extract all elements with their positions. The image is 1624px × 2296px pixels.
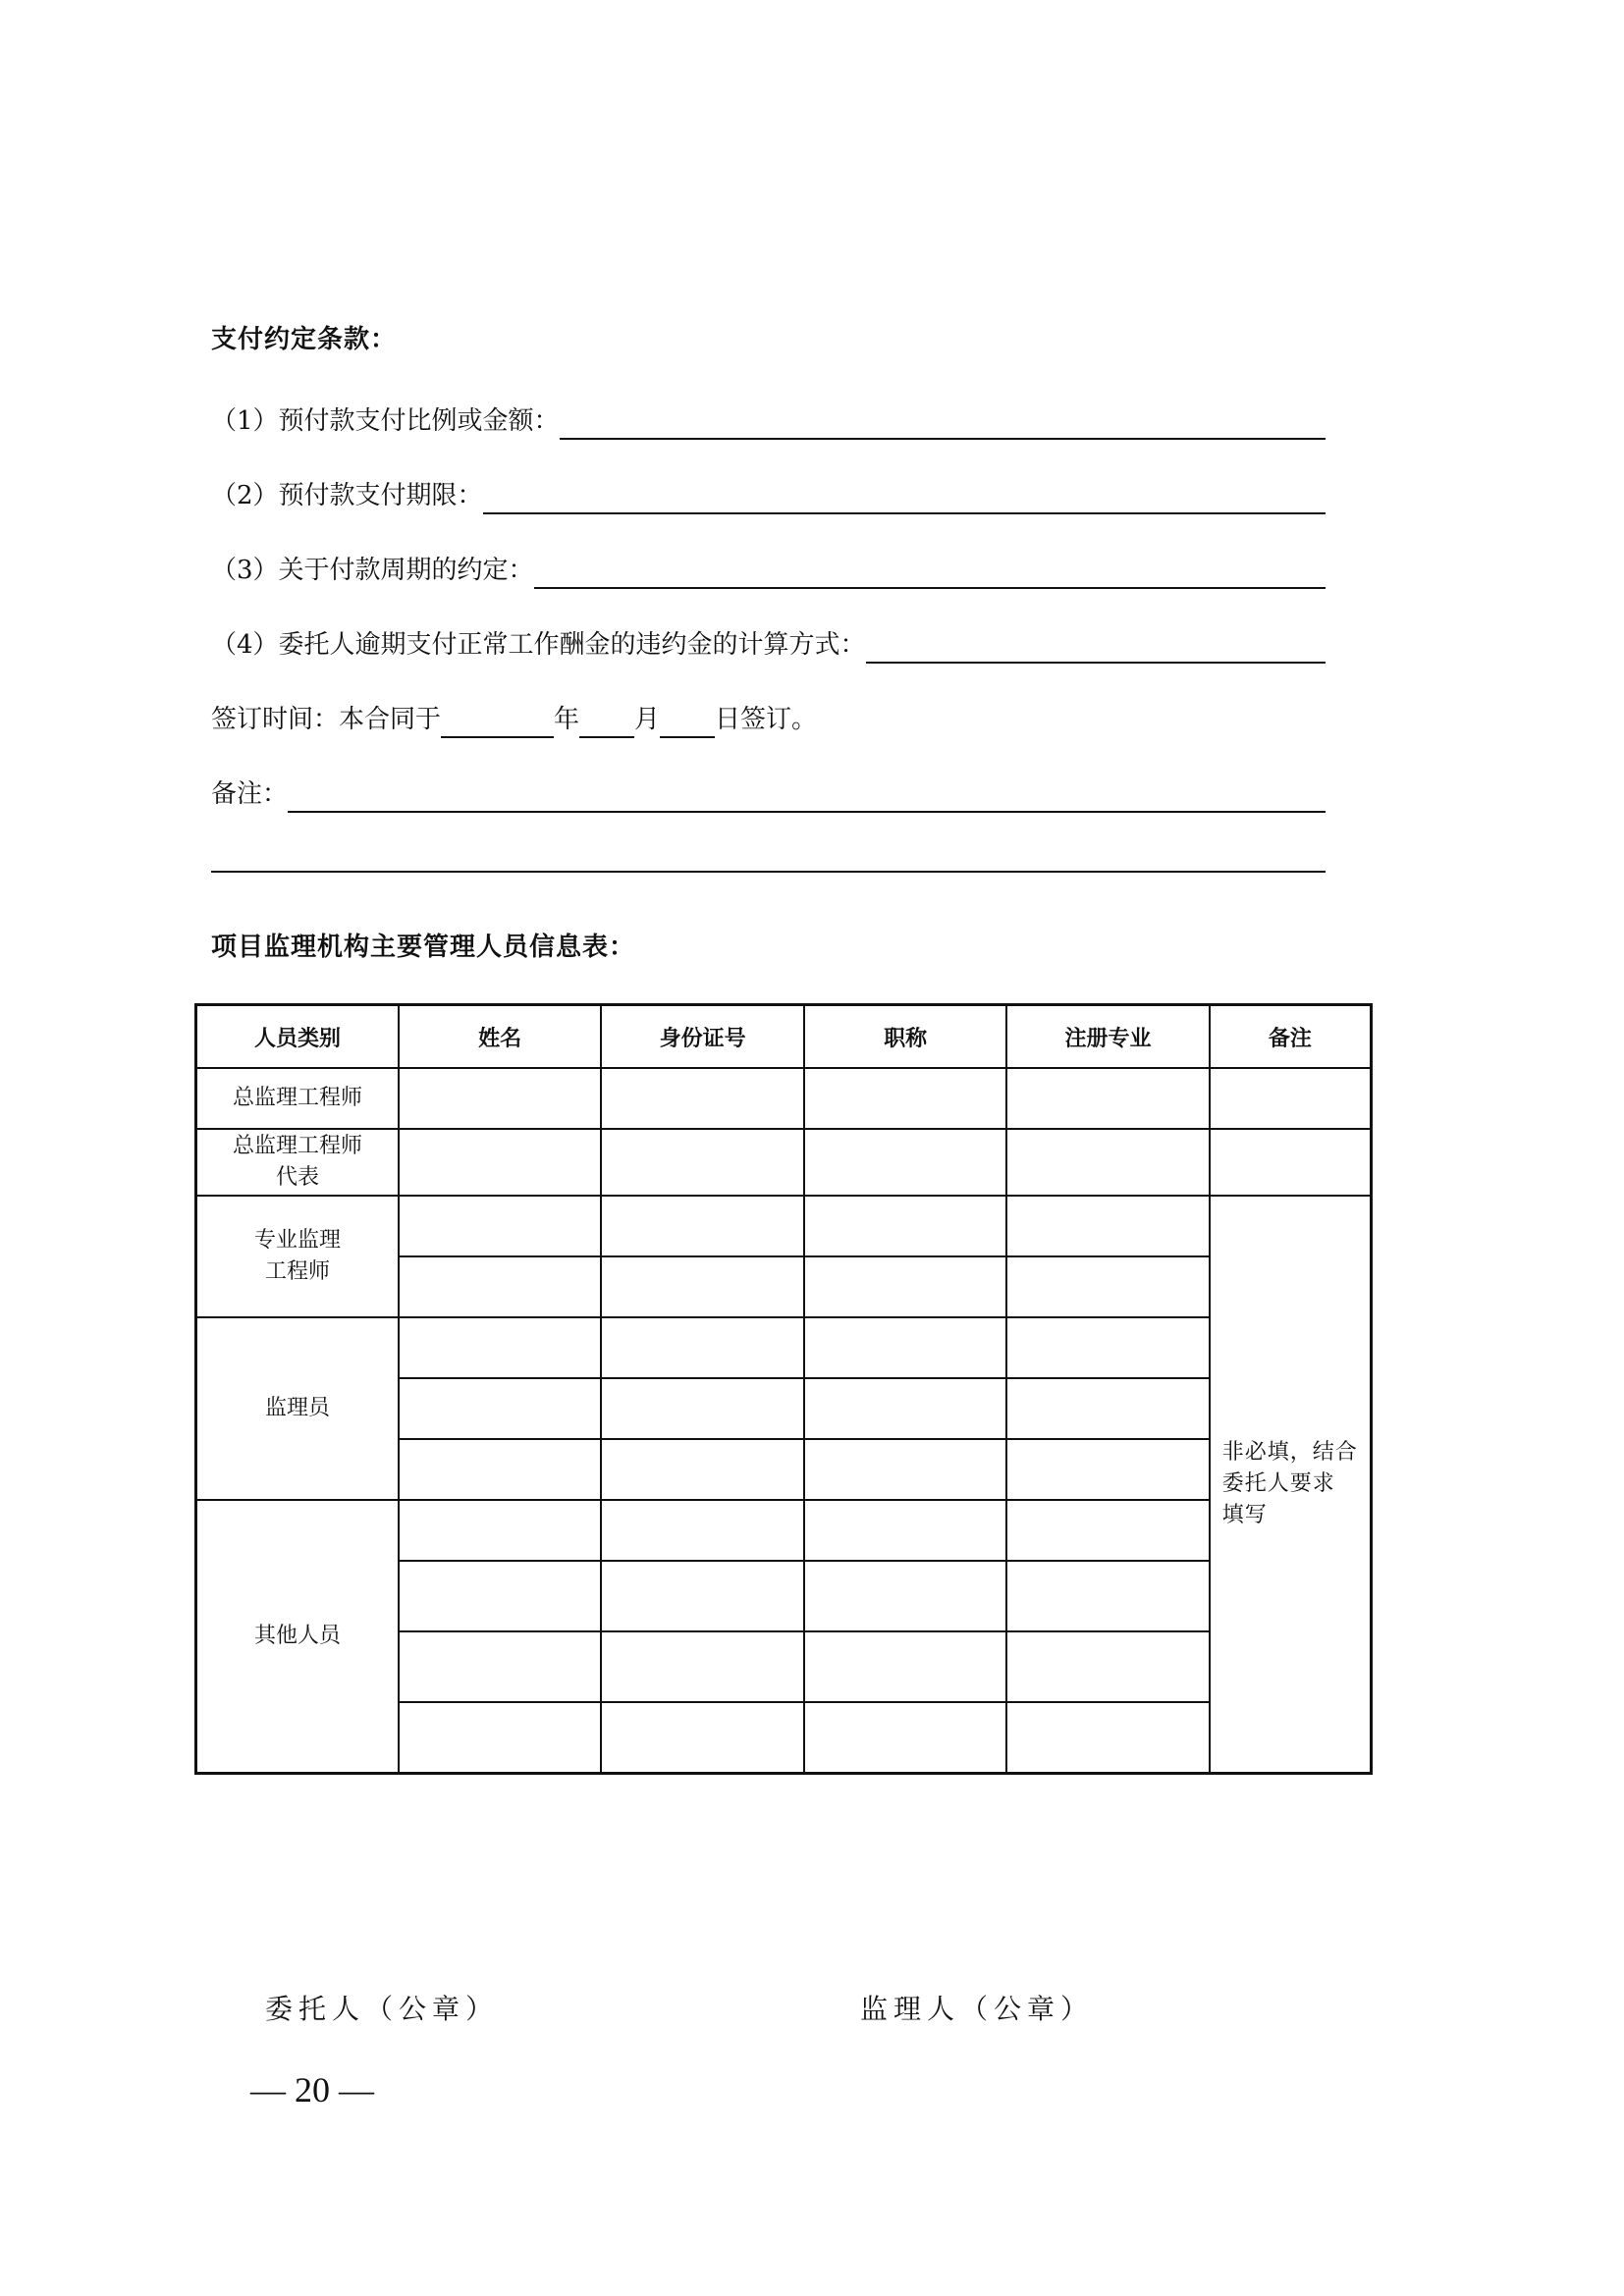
cell-name[interactable] [399,1561,601,1631]
header-remark: 备注 [1210,1005,1372,1069]
header-registered-major: 注册专业 [1006,1005,1209,1069]
category-chief-engineer-rep-line-1: 总监理工程师 [232,1134,362,1158]
remark-note-line-2: 委托人要求 [1221,1470,1335,1496]
payment-item-2-field[interactable] [483,483,1326,514]
remark-label: 备注： [211,779,289,809]
category-chief-engineer: 总监理工程师 [196,1068,399,1129]
cell-name[interactable] [399,1256,601,1317]
cell-title[interactable] [804,1256,1006,1317]
cell-name[interactable] [399,1631,601,1702]
cell-id-number[interactable] [601,1129,803,1196]
payment-item-2 [211,475,1326,514]
cell-id-number[interactable] [601,1500,803,1561]
cell-registered-major[interactable] [1006,1196,1209,1256]
cell-name[interactable] [399,1378,601,1439]
cell-remark[interactable] [1210,1129,1372,1196]
cell-title[interactable] [804,1068,1006,1129]
cell-registered-major[interactable] [1006,1631,1209,1702]
cell-name[interactable] [399,1068,601,1129]
cell-registered-major[interactable] [1006,1500,1209,1561]
signing-month-label: 月 [634,705,661,734]
cell-registered-major[interactable] [1006,1317,1209,1378]
cell-id-number[interactable] [601,1631,803,1702]
payment-item-4-field[interactable] [866,632,1326,664]
category-specialist-engineer-line-1: 专业监理 [253,1228,341,1253]
table-row [196,1068,1372,1129]
cell-id-number[interactable] [601,1256,803,1317]
cell-title[interactable] [804,1129,1006,1196]
signing-date-row [211,699,817,738]
table-row [196,1500,1372,1561]
remark-note-line-1: 非必填，结合 [1221,1439,1358,1465]
cell-id-number[interactable] [601,1317,803,1378]
payment-heading: 支付约定条款： [211,325,398,354]
category-specialist-engineer-line-2: 工程师 [264,1259,330,1284]
supervisor-seal-label: 监理人（公章） [860,1993,1095,2025]
cell-registered-major[interactable] [1006,1256,1209,1317]
category-chief-engineer-rep-line-2: 代表 [275,1165,319,1190]
header-category: 人员类别 [196,1005,399,1069]
cell-title[interactable] [804,1317,1006,1378]
payment-item-3-label: （3）关于付款周期的约定： [211,556,534,585]
signing-day-label: 日签订。 [715,705,818,734]
cell-registered-major[interactable] [1006,1378,1209,1439]
remark-field[interactable] [288,781,1326,813]
category-chief-engineer-rep [196,1129,399,1196]
payment-item-3 [211,550,1326,589]
category-specialist-engineer [196,1196,399,1317]
cell-title[interactable] [804,1196,1006,1256]
payment-item-4 [211,624,1326,664]
cell-registered-major[interactable] [1006,1129,1209,1196]
cell-name[interactable] [399,1196,601,1256]
table-row [196,1196,1372,1256]
signing-year-field[interactable] [441,707,554,738]
payment-item-1-field[interactable] [560,408,1326,440]
category-other-staff: 其他人员 [196,1500,399,1773]
table-header-row [196,1005,1372,1069]
cell-remark[interactable] [1210,1068,1372,1129]
remark-optional-note [1210,1196,1372,1773]
cell-name[interactable] [399,1500,601,1561]
cell-registered-major[interactable] [1006,1439,1209,1500]
header-id-number: 身份证号 [601,1005,803,1069]
cell-title[interactable] [804,1439,1006,1500]
header-name: 姓名 [399,1005,601,1069]
cell-title[interactable] [804,1631,1006,1702]
staff-info-table [194,1003,1373,1775]
payment-item-4-label: （4）委托人逾期支付正常工作酬金的违约金的计算方式： [211,630,866,660]
cell-id-number[interactable] [601,1378,803,1439]
cell-id-number[interactable] [601,1561,803,1631]
cell-registered-major[interactable] [1006,1561,1209,1631]
header-title: 职称 [804,1005,1006,1069]
cell-id-number[interactable] [601,1196,803,1256]
cell-name[interactable] [399,1439,601,1500]
cell-name[interactable] [399,1317,601,1378]
signing-day-field[interactable] [660,707,715,738]
cell-id-number[interactable] [601,1068,803,1129]
signing-date-prefix: 签订时间：本合同于 [211,705,442,734]
remark-row [211,774,1326,813]
cell-title[interactable] [804,1500,1006,1561]
cell-title[interactable] [804,1378,1006,1439]
table-heading: 项目监理机构主要管理人员信息表： [211,933,636,962]
payment-item-1-label: （1）预付款支付比例或金额： [211,406,560,436]
cell-id-number[interactable] [601,1439,803,1500]
remark-note-line-3: 填写 [1221,1502,1268,1527]
page-number: — 20 — [250,2070,374,2109]
cell-title[interactable] [804,1561,1006,1631]
cell-name[interactable] [399,1702,601,1773]
cell-title[interactable] [804,1702,1006,1773]
payment-item-1 [211,400,1326,440]
table-row [196,1317,1372,1378]
client-seal-label: 委托人（公章） [265,1993,500,2025]
remark-field-line-2[interactable] [211,846,1326,873]
table-row [196,1129,1372,1196]
cell-name[interactable] [399,1129,601,1196]
cell-registered-major[interactable] [1006,1068,1209,1129]
signing-month-field[interactable] [579,707,634,738]
cell-registered-major[interactable] [1006,1702,1209,1773]
signing-year-label: 年 [554,705,580,734]
category-supervisor: 监理员 [196,1317,399,1500]
cell-id-number[interactable] [601,1702,803,1773]
payment-item-3-field[interactable] [534,558,1326,589]
payment-item-2-label: （2）预付款支付期限： [211,481,483,510]
